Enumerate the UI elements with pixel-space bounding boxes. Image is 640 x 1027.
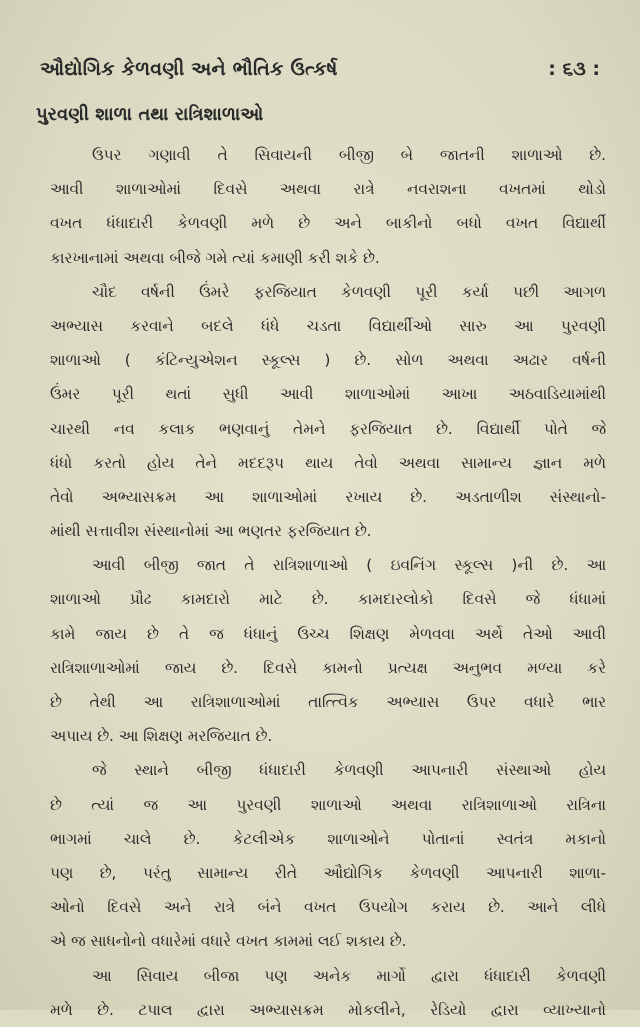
text-line: કામે જાય છે તે જ ધંધાનું ઉચ્ચ શિક્ષણ મેળવવા અર્થે તેઓ આવી [50, 624, 606, 643]
text-line: અભ્યાસ કરવાને બદલે ધંધે ચડતા વિદ્યાર્થીઓ સારુ આ પુરવણી [50, 316, 606, 335]
running-head [40, 58, 600, 92]
text-line: જે સ્થાને બીજી ધંધાદારી કેળવણી આપનારી સંસ્થાઓ હોય [92, 761, 606, 780]
text-line: આ સિવાય બીજા પણ અનેક માર્ગો દ્વારા ધંધાદારી કેળવણી [92, 966, 606, 985]
text-line: શાળાઓ ( કંટિન્યુએશન સ્કૂલ્સ ) છે. સોળ અથવા અઢાર વર્ષની [50, 351, 606, 370]
text-line: આવી બીજી જાત તે રાત્રિશાળાઓ ( ઇવનિંગ સ્કૂલ્સ )ની છે. આ [92, 556, 606, 575]
text-line: છે તેથી આ રાત્રિશાળાઓમાં તાત્ત્વિક અભ્યાસ ઉપર વધારે ભાર [50, 693, 606, 711]
text-line: રાત્રિશાળાઓમાં જાય છે. દિવસે કામનો પ્રત્યક્ષ અનુભવ મળ્યા કરે [50, 658, 606, 677]
section-heading: પુરવણી શાળા તથા રાત્રિશાળાઓ [36, 104, 264, 125]
text-line: ભાગમાં ચાલે છે. કેટલીએક શાળાઓને પોતાનાં સ્વતંત્ર મકાનો [50, 829, 606, 848]
text-line: ચારથી નવ કલાક ભણવાનું તેમને ફરજિયાત છે. વિદ્યાર્થી પોતે જે [50, 419, 606, 438]
text-line: ઉપર ગણાવી તે સિવાયની બીજી બે જાતની શાળાઓ છે. [92, 146, 606, 164]
text-line: ધંધો કરતો હોય તેને મદદરૂપ થાય તેવો અથવા સામાન્ય જ્ઞાન મળે [50, 453, 606, 472]
body-text [50, 138, 606, 1027]
page-number: : ૬૩ : [548, 58, 600, 80]
text-line: આવી શાળાઓમાં દિવસે અથવા રાત્રે નવરાશના વખતમાં થોડો [50, 180, 606, 199]
text-line: તેવો અભ્યાસક્રમ આ શાળાઓમાં રખાય છે. અડતાળીશ સંસ્થાનો- [50, 487, 606, 506]
text-line: પણ છે, પરંતુ સામાન્ય રીતે ઔદ્યોગિક કેળવણી આપનારી શાળા- [50, 863, 606, 882]
running-title: ઔદ્યોગિક કેળવણી અને ભૌતિક ઉત્કર્ષ [40, 58, 338, 80]
text-line: છે ત્યાં જ આ પુરવણી શાળાઓ અથવા રાત્રિશાળાઓ રાત્રિના [50, 795, 606, 814]
text-line: વખત ધંધાદારી કેળવણી મળે છે અને બાકીનો બધો વખત વિદ્યાર્થી [50, 214, 606, 233]
text-line: મળે છે. ટપાલ દ્વારા અભ્યાસક્રમ મોકલીને, રેડિયો દ્વારા વ્યાખ્યાનો [50, 1000, 606, 1019]
text-line: શાળાઓ પ્રૌઢ કામદારો માટે છે. કામદારલોકો દિવસે જે ધંધામાં [50, 590, 606, 609]
text-line: ચૌદ વર્ષની ઉંમરે ફરજિયાત કેળવણી પૂરી કર્યા પછી આગળ [92, 282, 606, 301]
text-line: કારખાનામાં અથવા બીજે ગમે ત્યાં કમાણી કરી શકે છે. [50, 248, 380, 267]
text-line: ઓનો દિવસે અને રાત્રે બંને વખત ઉપયોગ કરાય છે. આને લીધે [50, 898, 606, 917]
text-line: માંથી સત્તાવીશ સંસ્થાનોમાં આ ભણતર ફરજિયાત છે. [50, 522, 372, 541]
text-line: અપાય છે. આ શિક્ષણ મરજિયાત છે. [50, 727, 273, 746]
text-line: ઉંમર પૂરી થતાં સુધી આવી શાળાઓમાં આખા અઠવાડિયામાંથી [50, 385, 606, 404]
text-line: એ જ સાધનોનો વધારેમાં વધારે વખત કામમાં લઈ શકાય છે. [50, 932, 407, 951]
